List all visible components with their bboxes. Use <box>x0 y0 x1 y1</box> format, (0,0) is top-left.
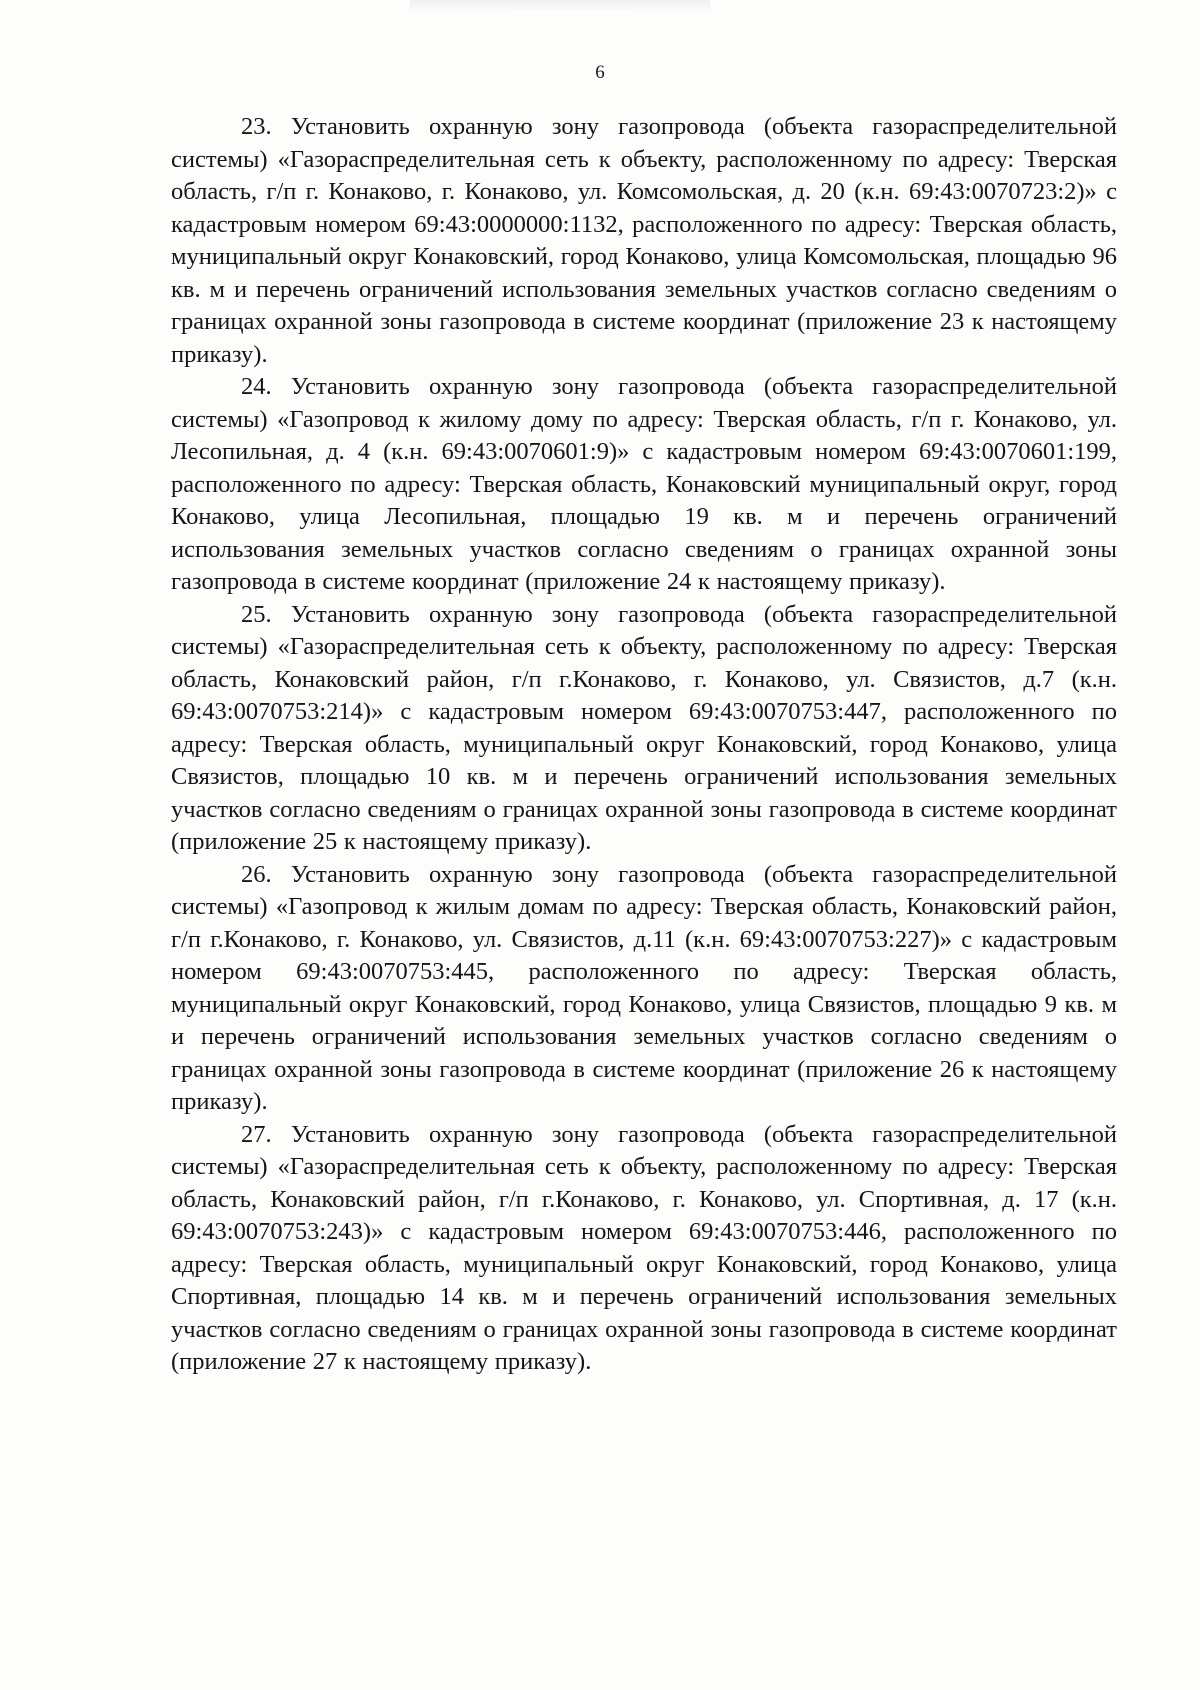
page-number: 6 <box>595 62 605 83</box>
paragraph-23: 23. Установить охранную зону газопровода (объекта газораспределительной системы) «Газораспределительная сеть к объекту, расположенному по адресу: Тверская область, г/п г. Конаково, г. Конаково, ул. Комсомольская, д. 20 (к.н. 69:43:0070723:2)» с кадастровым номером 69:43:0000000:1132, расположенного по адресу: Тверская область, муниципальный округ Конаковский, город Конаково, улица Комсомольская, площадью 96 кв. м и перечень ограничений использования земельных участков согласно сведениям о границах охранной зоны газопровода в системе координат (приложение 23 к настоящему приказу). <box>171 113 1117 368</box>
paragraph-26: 26. Установить охранную зону газопровода (объекта газораспределительной системы) «Газопровод к жилым домам по адресу: Тверская область, Конаковский район, г/п г.Конаково, г. Конаково, ул. Связистов, д.11 (к.н. 69:43:0070753:227)» с кадастровым номером 69:43:0070753:445, расположенного по адресу: Тверская область, муниципальный округ Конаковский, город Конаково, улица Связистов, площадью 9 кв. м и перечень ограничений использования земельных участков согласно сведениям о границах охранной зоны газопровода в системе координат (приложение 26 к настоящему приказу). <box>171 860 1117 1115</box>
document-body <box>171 111 1117 1379</box>
paragraph-24: 24. Установить охранную зону газопровода (объекта газораспределительной системы) «Газопровод к жилому дому по адресу: Тверская область, г/п г. Конаково, ул. Лесопильная, д. 4 (к.н. 69:43:0070601:9)» с кадастровым номером 69:43:0070601:199, расположенного по адресу: Тверская область, Конаковский муниципальный округ, город Конаково, улица Лесопильная, площадью 19 кв. м и перечень ограничений использования земельных участков согласно сведениям о границах охранной зоны газопровода в системе координат (приложение 24 к настоящему приказу). <box>171 373 1117 595</box>
scan-artifact <box>410 0 710 12</box>
paragraph-25: 25. Установить охранную зону газопровода (объекта газораспределительной системы) «Газораспределительная сеть к объекту, расположенному по адресу: Тверская область, Конаковский район, г/п г.Конаково, г. Конаково, ул. Связистов, д.7 (к.н. 69:43:0070753:214)» с кадастровым номером 69:43:0070753:447, расположенного по адресу: Тверская область, муниципальный округ Конаковский, город Конаково, улица Связистов, площадью 10 кв. м и перечень ограничений использования земельных участков согласно сведениям о границах охранной зоны газопровода в системе координат (приложение 25 к настоящему приказу). <box>171 600 1117 855</box>
paragraph-27: 27. Установить охранную зону газопровода (объекта газораспределительной системы) «Газораспределительная сеть к объекту, расположенному по адресу: Тверская область, Конаковский район, г/п г.Конаково, г. Конаково, ул. Спортивная, д. 17 (к.н. 69:43:0070753:243)» с кадастровым номером 69:43:0070753:446, расположенного по адресу: Тверская область, муниципальный округ Конаковский, город Конаково, улица Спортивная, площадью 14 кв. м и перечень ограничений использования земельных участков согласно сведениям о границах охранной зоны газопровода в системе координат (приложение 27 к настоящему приказу). <box>171 1120 1117 1375</box>
